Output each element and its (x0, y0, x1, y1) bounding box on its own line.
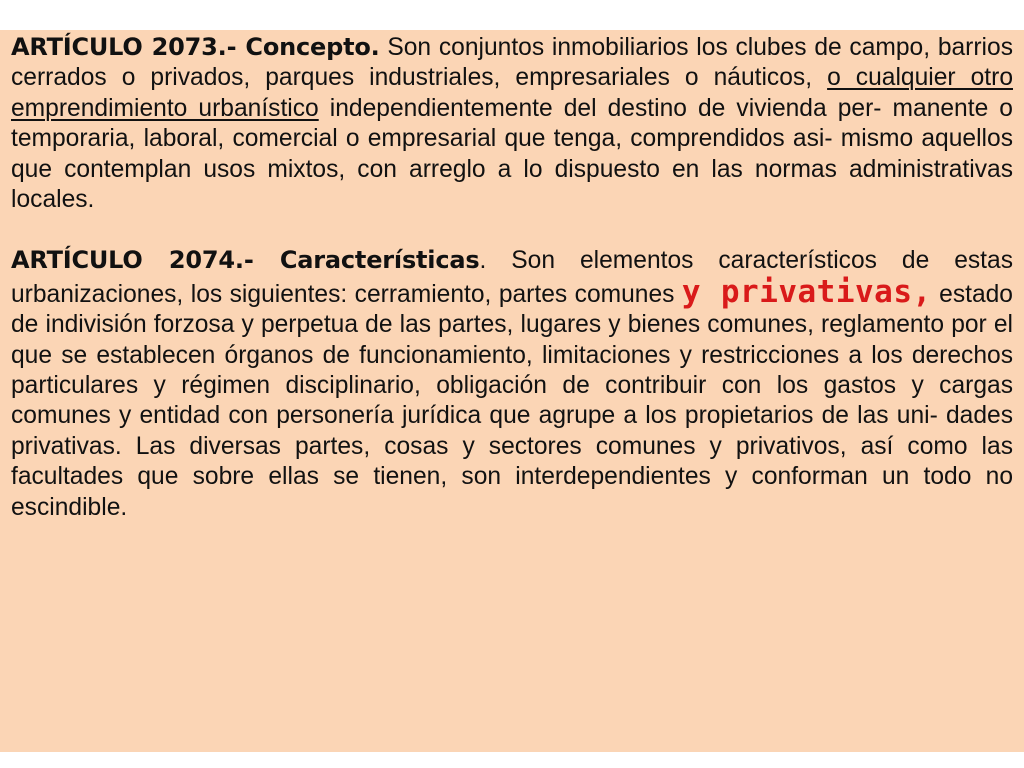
article-2073-underlined-text: o cualquier otro emprendimiento urbanístico (11, 64, 1013, 122)
slide-content (11, 32, 1013, 523)
article-2074-text-part1: . Son elementos característicos de estas urbanizaciones, los siguientes: cerramiento, partes comunes (11, 247, 1013, 308)
article-2074-heading: ARTÍCULO 2074.- Características (11, 246, 480, 275)
article-2074-highlighted-text: y privativas, (681, 273, 932, 310)
article-2073-heading: ARTÍCULO 2073.- Concepto. (11, 33, 380, 61)
article-2073-paragraph (11, 32, 1013, 215)
slide-background (0, 30, 1024, 752)
article-2073-text-part2: independientemente del destino de vivienda per- manente o temporaria, laboral, comercial o empresarial que tenga, comprendidos asi- mismo aquellos que contemplan usos mixtos, con arreglo a lo dispuesto en las normas administrativas locales. (11, 94, 1013, 214)
article-2074-text-part2: estado de indivisión forzosa y perpetua de las partes, lugares y bienes comunes, reglamento por el que se establecen órganos de funcionamiento, limitaciones y restricciones a los derechos particulares y régimen disciplinario, obligación de contribuir con los gastos y cargas comunes y entidad con personería jurídica que agrupe a los propietarios de las uni- dades privativas. Las diversas partes, cosas y sectores comunes y privativos, así como las facultades que sobre ellas se tienen, son interdependientes y conforman un todo no escindible. (11, 280, 1013, 521)
article-2073-text-part1: Son conjuntos inmobiliarios los clubes de campo, barrios cerrados o privados, parques industriales, empresariales o náuticos, (11, 34, 1013, 92)
article-2074-paragraph (11, 245, 1013, 523)
